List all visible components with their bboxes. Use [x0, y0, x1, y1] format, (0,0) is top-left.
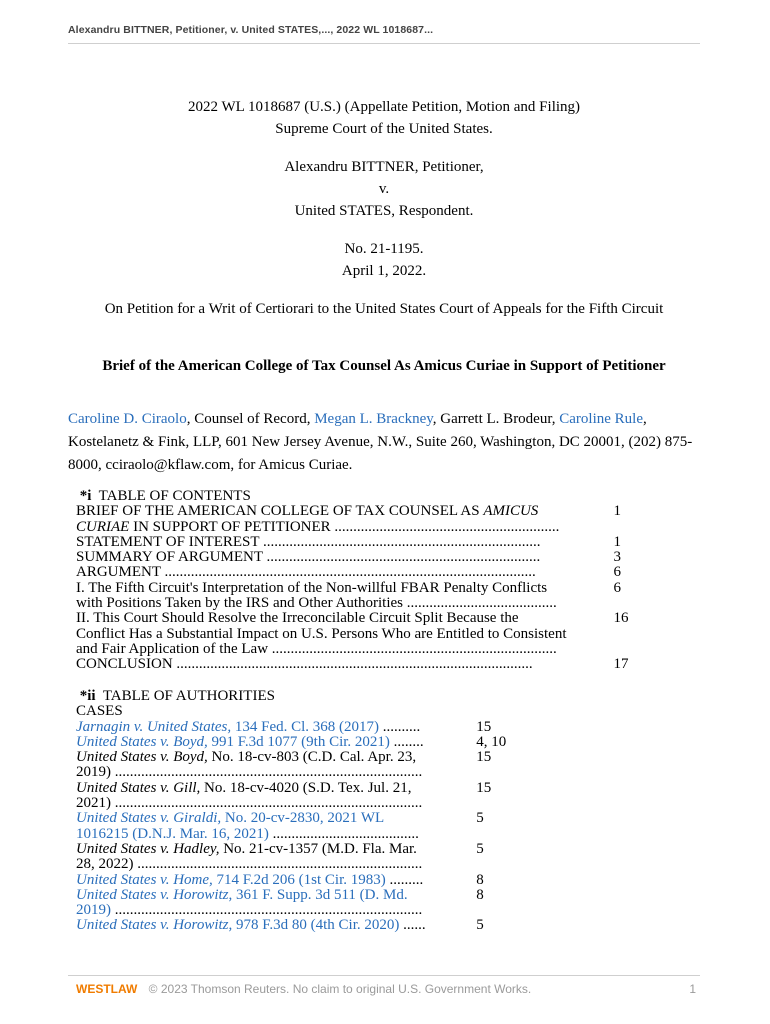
- toa-page-number: 5: [476, 810, 484, 827]
- counsel-block: [68, 408, 708, 477]
- toc-page-number: 6: [613, 564, 622, 581]
- case-cite: No. 18-cv-4020 (S.D. Tex. Jul. 21,: [200, 780, 412, 796]
- toc-entry: [76, 504, 656, 535]
- toa-page-number: 4, 10: [476, 733, 507, 750]
- toc-entry-text: SUMMARY OF ARGUMENT .........................................................................: [76, 550, 541, 566]
- case-cite: No. 18-cv-803 (C.D. Cal. Apr. 23,: [207, 750, 417, 766]
- case-cite: No. 21-cv-1357 (M.D. Fla. Mar.: [219, 841, 417, 857]
- toa-entry: [76, 720, 536, 735]
- counsel-text-3: , Kostelanetz & Fink, LLP, 601 New Jersey Avenue, N.W., Suite 260, Washington, DC 20001, (202) 875-8000, cciraolo@kflaw.com, for Amicus Curiae.: [68, 411, 693, 473]
- counsel-link-rule[interactable]: Caroline Rule: [559, 411, 643, 427]
- toa-page-number: 5: [476, 840, 484, 857]
- counsel-link-ciraolo[interactable]: Caroline D. Ciraolo: [68, 411, 187, 427]
- toc-page-number: 1: [613, 503, 622, 520]
- toc-entry: [76, 581, 656, 612]
- toc-page-number: 6: [613, 579, 622, 596]
- toa-leader: ..........: [379, 719, 421, 735]
- toc-page-number: 16: [613, 610, 629, 627]
- toc-entry: [76, 565, 656, 580]
- toc-entry: [76, 611, 656, 657]
- toc-entry: [76, 550, 656, 565]
- toc-heading: [76, 489, 656, 504]
- toa-heading-label: TABLE OF AUTHORITIES: [102, 688, 275, 704]
- toa-entry: [76, 750, 536, 781]
- counsel-text-1: , Counsel of Record,: [186, 411, 315, 427]
- toa-entry: [76, 781, 536, 812]
- toa-page-number: 8: [476, 871, 484, 888]
- westlaw-logo: WESTLAW: [76, 982, 138, 996]
- case-link-giraldi[interactable]: United States v. Giraldi, No. 20-cv-2830, 2021 WL 1016215 (D.N.J. Mar. 16, 2021): [76, 811, 385, 842]
- toa-entry: [76, 842, 536, 873]
- toa-entry: [76, 918, 536, 933]
- toc-entry-text: AMICUS: [483, 504, 539, 520]
- toc-entry: [76, 657, 656, 672]
- toc-star-page: *i: [79, 488, 92, 504]
- toa-page-number: 8: [476, 886, 484, 903]
- toa-entry: [76, 811, 536, 842]
- table-of-authorities: [76, 689, 536, 934]
- toa-leader: .........: [385, 872, 424, 888]
- court-line: Supreme Court of the United States.: [275, 121, 493, 137]
- toc-entry: [76, 535, 656, 550]
- petitioner-line: Alexandru BITTNER, Petitioner,: [284, 159, 484, 175]
- toc-entry-text: I. The Fifth Circuit's Interpretation of the Non-willful FBAR Penalty Conflicts: [76, 580, 548, 596]
- case-cite: 28, 2022) ............................................................................: [76, 856, 423, 873]
- toa-entry: [76, 735, 536, 750]
- toc-entry-text: IN SUPPORT OF PETITIONER ............................................................: [129, 518, 560, 535]
- header-divider: [68, 43, 700, 44]
- case-cite: 2021) ..................................................................................: [76, 795, 423, 812]
- toc-entry-text: STATEMENT OF INTEREST ..........................................................................: [76, 534, 541, 550]
- toc-entry-text: CONCLUSION ...............................................................................................: [76, 657, 533, 673]
- toa-leader: ........: [389, 734, 424, 750]
- case-link-horowitz-4th[interactable]: United States v. Horowitz, 978 F.3d 80 (4th Cir. 2020): [76, 918, 400, 934]
- toc-entry-text: and Fair Application of the Law ............................................................................: [76, 640, 557, 657]
- toc-entry-text: II. This Court Should Resolve the Irreconcilable Circuit Split Because the: [76, 611, 519, 627]
- filing-date: April 1, 2022.: [341, 263, 427, 279]
- toc-page-number: 17: [613, 656, 629, 673]
- brief-title: Brief of the American College of Tax Counsel As Amicus Curiae in Support of Petitioner: [102, 358, 666, 374]
- case-link-jarnagin[interactable]: Jarnagin v. United States, 134 Fed. Cl. 368 (2017): [76, 719, 380, 735]
- page-number: 1: [689, 982, 696, 996]
- toc-heading-label: TABLE OF CONTENTS: [98, 488, 251, 504]
- respondent-line: United STATES, Respondent.: [294, 203, 474, 219]
- toa-subheading: CASES: [76, 703, 123, 720]
- toc-entry-text: CURIAE: [76, 518, 130, 535]
- toa-page-number: 15: [476, 718, 492, 735]
- case-name: United States v. Hadley,: [76, 841, 220, 857]
- toc-page-number: 1: [613, 533, 622, 550]
- toc-entry-text: Conflict Has a Substantial Impact on U.S. Persons Who are Entitled to Consistent: [76, 625, 567, 642]
- toa-page-number: 15: [476, 779, 492, 796]
- case-link-horowitz-dmd[interactable]: United States v. Horowitz, 361 F. Supp. 3d 511 (D. Md. 2019): [76, 887, 408, 919]
- footer: [76, 982, 696, 996]
- counsel-link-brackney[interactable]: Megan L. Brackney: [314, 411, 433, 427]
- toa-entry: [76, 873, 536, 888]
- toa-heading: [76, 689, 536, 704]
- toc-page-number: 3: [613, 549, 622, 566]
- copyright-text: © 2023 Thomson Reuters. No claim to original U.S. Government Works.: [148, 982, 532, 996]
- petition-line: On Petition for a Writ of Certiorari to the United States Court of Appeals for the Fifth Circuit: [104, 301, 664, 317]
- toc-entry-text: with Positions Taken by the IRS and Other Authorities ........................................: [76, 595, 557, 612]
- case-link-home[interactable]: United States v. Home, 714 F.2d 206 (1st Cir. 1983): [76, 872, 386, 888]
- toc-entry-text: ARGUMENT ...................................................................................................: [76, 565, 536, 581]
- case-name: United States v. Gill,: [76, 780, 201, 796]
- citation-line: 2022 WL 1018687 (U.S.) (Appellate Petition, Motion and Filing): [187, 99, 581, 115]
- toa-star-page: *ii: [79, 688, 96, 704]
- toa-page-number: 15: [476, 749, 492, 766]
- case-name: United States v. Boyd,: [76, 750, 208, 766]
- toa-leader: .......................................: [268, 825, 419, 842]
- footer-divider: [68, 975, 700, 976]
- toa-leader: ......: [399, 918, 426, 934]
- toa-leader: ..................................................................................: [111, 902, 423, 919]
- toa-page-number: 5: [476, 917, 484, 934]
- table-of-contents: [76, 489, 656, 673]
- counsel-text-2: , Garrett L. Brodeur,: [432, 411, 560, 427]
- running-head: Alexandru BITTNER, Petitioner, v. United STATES,..., 2022 WL 1018687...: [68, 24, 434, 36]
- toa-entry: [76, 888, 536, 919]
- versus-line: v.: [378, 181, 390, 197]
- docket-number: No. 21-1195.: [344, 241, 424, 257]
- toc-entry-text: BRIEF OF THE AMERICAN COLLEGE OF TAX COUNSEL AS: [76, 504, 484, 520]
- case-link-boyd-9th[interactable]: United States v. Boyd, 991 F.3d 1077 (9th Cir. 2021): [76, 734, 390, 750]
- case-cite: 2019) ..................................................................................: [76, 764, 423, 781]
